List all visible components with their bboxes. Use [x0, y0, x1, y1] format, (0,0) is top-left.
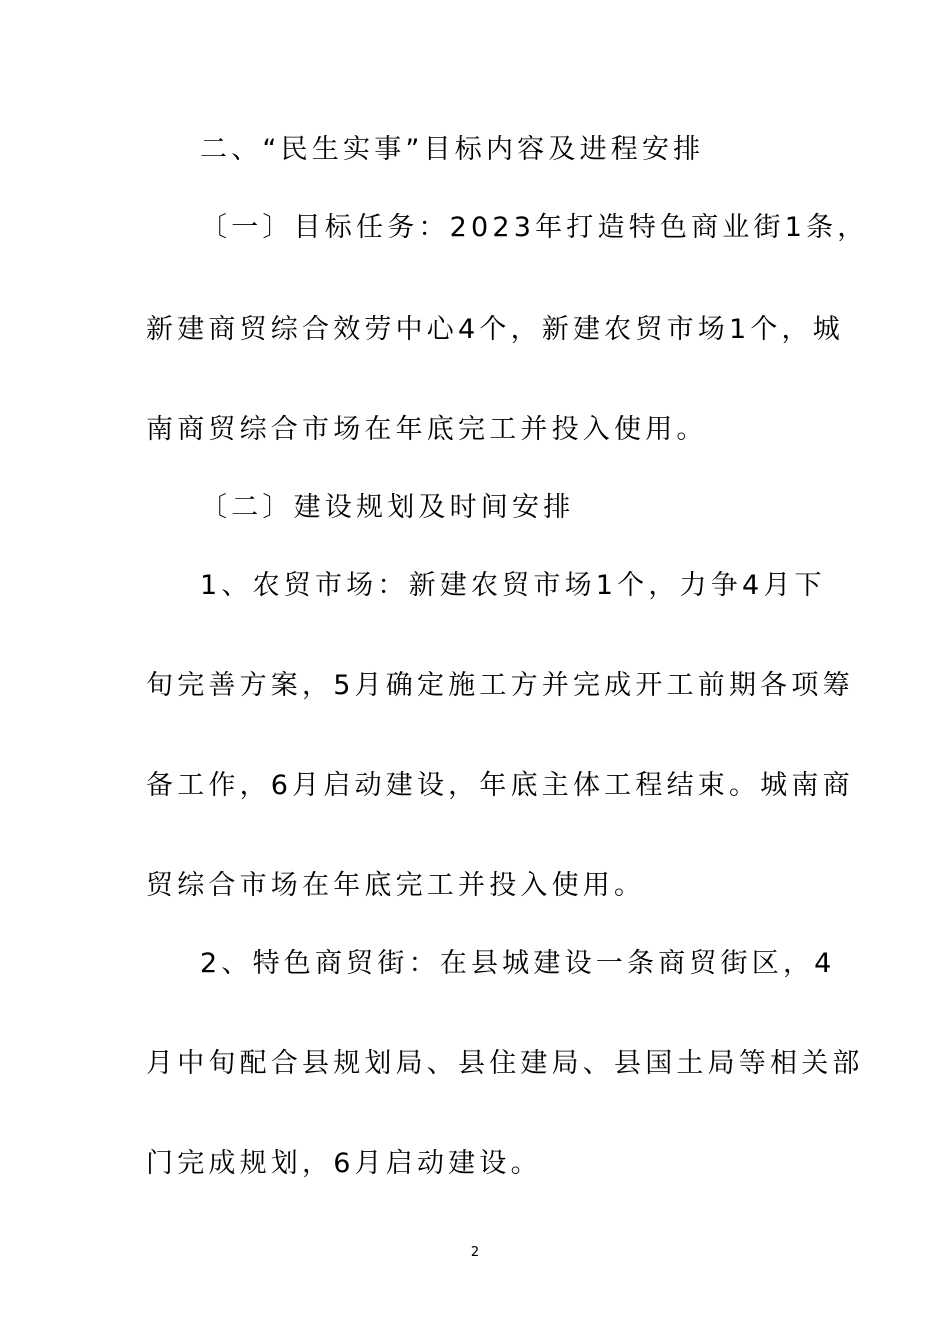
- paragraph-line: 贸综合市场在年底完工并投入使用。: [146, 870, 646, 901]
- paragraph-line: 〔一〕目标任务：2023年打造特色商业街1条，: [200, 212, 869, 243]
- paragraph-line: 南商贸综合市场在年底完工并投入使用。: [146, 414, 708, 445]
- paragraph-line: 2、特色商贸街：在县城建设一条商贸街区，4: [200, 948, 836, 979]
- paragraph-line: 旬完善方案，5月确定施工方并完成开工前期各项筹: [146, 670, 854, 701]
- paragraph-line: 新建商贸综合效劳中心4个，新建农贸市场1个，城: [146, 314, 844, 345]
- page-number: 2: [470, 1245, 480, 1260]
- paragraph-line: 月中旬配合县规划局、县住建局、县国土局等相关部: [146, 1048, 864, 1079]
- paragraph-line: 备工作，6月启动建设，年底主体工程结束。城南商: [146, 770, 854, 801]
- subsection-heading: 〔二〕建设规划及时间安排: [200, 492, 575, 523]
- paragraph-line: 门完成规划，6月启动建设。: [146, 1148, 542, 1179]
- section-heading: 二、“民生实事”目标内容及进程安排: [200, 134, 705, 165]
- paragraph-line: 1、农贸市场：新建农贸市场1个，力争4月下: [200, 570, 826, 601]
